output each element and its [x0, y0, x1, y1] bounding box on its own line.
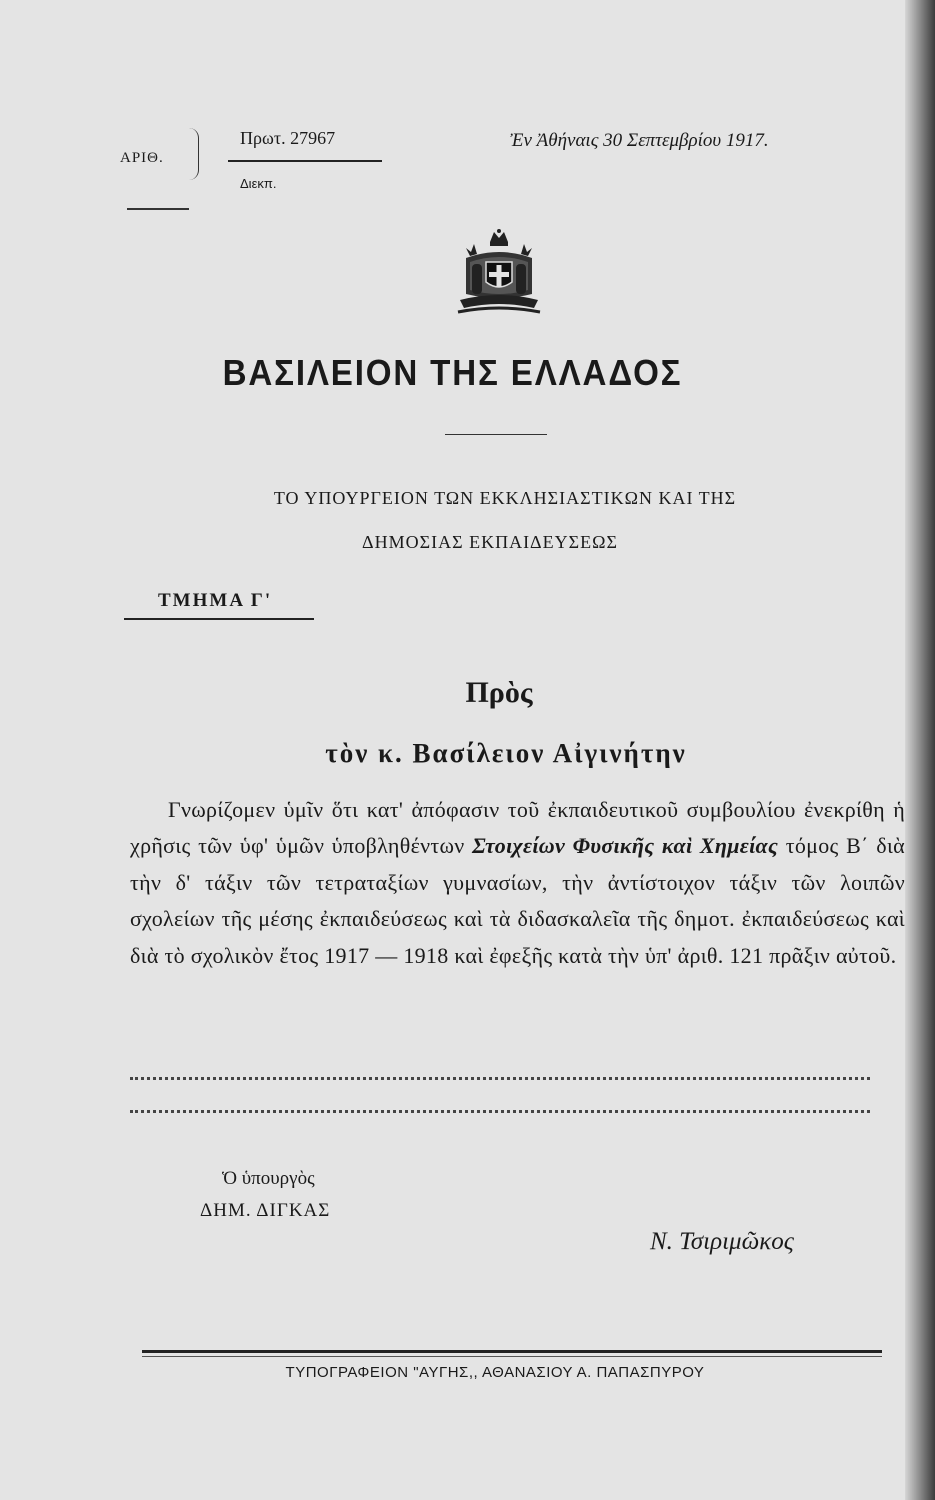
letter-body — [130, 792, 905, 974]
signature: Ν. Τσιριμῶκος — [650, 1228, 794, 1255]
section-underline — [124, 618, 314, 620]
ministry-line-2: ΔΗΜΟΣΙΑΣ ΕΚΠΑΙΔΕΥΣΕΩΣ — [362, 532, 618, 552]
minister-name: ΔΗΜ. ΔΙΓΚΑΣ — [200, 1200, 331, 1221]
arith-label: ΑΡΙΘ. — [120, 150, 164, 166]
title-divider — [445, 434, 547, 435]
addressee-heading: Πρὸς — [465, 676, 533, 709]
footer-rule-thin — [142, 1356, 882, 1357]
section-label: ΤΜΗΜΑ Γ' — [158, 590, 273, 611]
printer-imprint: ΤΥΠΟΓΡΑΦΕΙΟΝ "ΑΥΓΗΣ,, ΑΘΑΝΑΣΙΟΥ Α. ΠΑΠΑΣΠΥΡΟΥ — [285, 1364, 705, 1381]
body-text-part-2: τόμος Β΄ διὰ τὴν δ' τάξιν τῶν τετραταξίων γυμνασίων, τὴν ἀντίστοιχον τάξιν τῶν λοιπῶν σχολείων τῆς μέσης ἐκπαιδεύσεως καὶ τὰ διδασκαλεῖα τῆς δημοτ. ἐκπαιδεύσεως καὶ διὰ τὸ σχολικὸν ἔτος 1917 — 1918 καὶ ἐφεξῆς κατὰ τὴν ὑπ' ἀριθ. 121 πρᾶξιν αὐτοῦ. — [130, 833, 905, 968]
protocol-number: Πρωτ. 27967 — [240, 128, 336, 148]
book-title: Στοιχείων Φυσικῆς καὶ Χημείας — [472, 833, 779, 859]
footer-rule — [142, 1350, 882, 1353]
coat-of-arms-icon — [454, 228, 544, 316]
recipient-name: τὸν κ. Βασίλειον Αἰγινήτην — [325, 738, 687, 768]
ministry-line-1: ΤΟ ΥΠΟΥΡΓΕΙΟΝ ΤΩΝ ΕΚΚΛΗΣΙΑΣΤΙΚΩΝ ΚΑΙ ΤΗΣ — [273, 488, 737, 508]
protocol-underline — [228, 160, 382, 162]
dieker-label: Διεκπ. — [240, 176, 277, 191]
arith-underline — [127, 208, 189, 210]
body-text-part-1: Γνωρίζομεν ὑμῖν ὅτι κατ' ἀπόφασιν τοῦ ἐκπαιδευτικοῦ συμβουλίου ἐνεκρίθη ἡ χρῆσις τῶν ὑφ' ὑμῶν ὑποβληθέντων — [130, 797, 905, 859]
dotted-line — [130, 1110, 870, 1113]
kingdom-title: ΒΑΣΙΛΕΙΟΝ ΤΗΣ ΕΛΛΑΔΟΣ — [222, 352, 683, 393]
dotted-line — [130, 1077, 870, 1080]
page-edge-shadow — [905, 0, 935, 1500]
minister-title: Ὁ ὑπουργὸς — [222, 1168, 315, 1189]
document-date: Ἐν Ἀθήναις 30 Σεπτεμβρίου 1917. — [510, 130, 769, 151]
brace-divider — [188, 128, 199, 180]
